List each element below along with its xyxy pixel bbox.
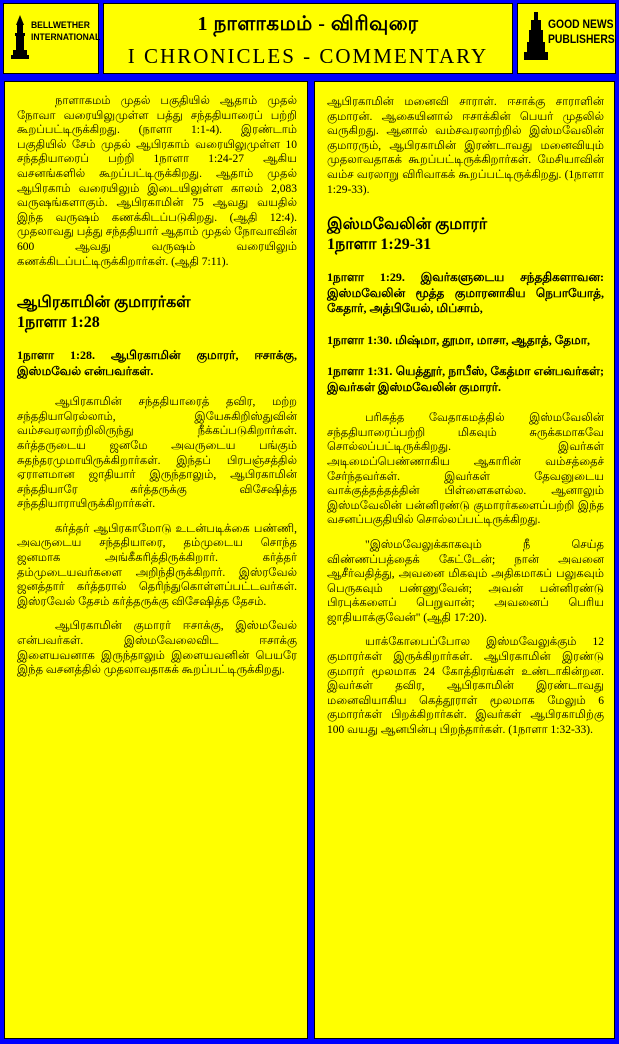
- page-header: [3, 3, 616, 74]
- page-title-tamil: 1 நாளாகமம் - விரிவுரை: [197, 13, 419, 35]
- left-column: [4, 81, 308, 1039]
- verse-1-31: 1நாளா 1:31. யெத்தூர், நாபீஸ், கேத்மா என்பவர்கள்; இவர்கள் இஸ்மவேலின் குமாரர்.: [327, 364, 604, 394]
- verse-1-30: 1நாளா 1:30. மிஷ்மா, தூமா, மாசா, ஆதாத், தேமா,: [327, 332, 590, 347]
- logo-left-line1: BELLWETHER: [31, 20, 90, 31]
- verse-1-28: 1நாளா 1:28. ஆபிரகாமின் குமாரர், ஈசாக்கு, இஸ்மவேல் என்பவர்கள்.: [17, 348, 297, 378]
- section-heading-abraham-sons: [17, 293, 297, 333]
- book-tower-icon: [524, 12, 548, 62]
- good-news-logo: [517, 3, 616, 74]
- commentary-paragraph: கர்த்தர் ஆபிரகாமோடு உடன்படிக்கை பண்ணி, அவருடைய சந்ததியாரை, தம்முடைய சொந்த ஜனமாக அங்கீகரித்திருக்கிறார். கர்த்தர் தம்முடையவர்களை அறிந்திருக்கிறார். இஸ்ரவேல் ஜனத்தார் கர்த்தரால் தெரிந்துகொள்ளப்பட்டவர்கள். இஸ்ரவேல் தேசம் கர்த்தருக்கு விசேஷித்த தேசம்.: [17, 522, 297, 608]
- good-news-logo-text: [548, 18, 615, 48]
- right-column: [314, 81, 615, 1039]
- commentary-paragraph: யாக்கோபைப்போல இஸ்மவேலுக்கும் 12 குமாரர்கள் இருக்கிறார்கள். ஆபிரகாமின் இரண்டு குமாரர் மூலமாக 24 கோத்திரங்கள் உண்டாகின்றன. இவர்கள் தவிர, ஆபிரகாமின் இரண்டாவது மனைவியாகிய கெத்தூராள் மூலமாக மேலும் 6 குமாரர்கள் பிறக்கிறார்கள். இவர்கள் ஆபிரகாமிற்கு 100 வயது ஆனபின்பு பிறந்தார்கள். (1நாளா 1:32-33).: [327, 636, 604, 737]
- commentary-paragraph: ஆபிரகாமின் சந்ததியாரைத் தவிர, மற்ற சந்ததியாரெல்லாம், இயேசுகிறிஸ்துவின் வம்சவரலாற்றிலிருந்து நீக்கப்படுகிறார்கள். கர்த்தருடைய ஜனமே அவருடைய பங்கும் சுதந்தரமுமாயிருக்கிறார்கள். இந்தப் பிரபஞ்சத்தில் ஏராளமான ஜாதியார் இருந்தாலும், ஆபிரகாமின் சந்ததியாரே கர்த்தருக்கு விசேஷித்த சந்ததியாராயிருக்கிறார்கள்.: [17, 396, 297, 511]
- logo-left-line2: INTERNATIONAL: [31, 32, 101, 43]
- logo-right-line1: GOOD NEWS: [548, 19, 614, 31]
- commentary-paragraph: பரிசுத்த வேதாகமத்தில் இஸ்மவேலின் சந்ததியாரைப்பற்றி மிகவும் சுருக்கமாகவே சொல்லப்பட்டிருக்கிறது. இவர்கள் அடிமைப்பெண்ணாகிய ஆகாரின் வம்சத்தைச் சேர்ந்தவர்கள். இவர்கள் தேவனுடைய வாக்குத்தத்தத்தின் பிள்ளைகளல்ல. ஆனாலும் இஸ்மவேலின் பன்னிரண்டு குமாரர்களைப்பற்றி இந்த வசனப்பகுதியில் சொல்லப்பட்டிருக்கிறது.: [327, 412, 604, 527]
- verse-1-29: 1நாளா 1:29. இவர்களுடைய சந்ததிகளாவன: இஸ்மவேலின் மூத்த குமாரனாகிய நெபாயோத், கேதார், அத்பியேல், மிப்சாம்,: [327, 270, 604, 316]
- bellwether-logo-text: [31, 20, 100, 44]
- section-heading-title: ஆபிரகாமின் குமாரர்கள்: [17, 294, 191, 312]
- section-heading-reference: 1நாளா 1:28: [17, 314, 100, 332]
- logo-right-line2: PUBLISHERS: [548, 34, 615, 46]
- commentary-paragraph: ஆபிரகாமின் மனைவி சாராள். ஈசாக்கு சாராளின் குமாரன். ஆகையினால் ஈசாக்கின் பெயர் முதலில் வருகிறது. ஆனால் வம்சவரலாற்றில் இஸ்மவேலின் குமாரரும், ஆபிரகாமின் இரண்டாவது மனைவியும் முதலாவதாகக் கூறப்பட்டிருக்கிறார்கள். மேசியாவின் வம்ச வரலாறு விரிவாகக் கூறப்பட்டிருக்கிறது. (1நாளா 1:29-33).: [327, 96, 604, 196]
- section-heading-reference: 1நாளா 1:29-31: [327, 236, 432, 254]
- commentary-paragraph: ஆபிரகாமின் குமாரர் ஈசாக்கு, இஸ்மவேல் என்பவர்கள். இஸ்மவேலைவிட ஈசாக்கு இளையவனாக இருந்தாலும் இளையவனின் பெயரே இந்த வசனத்தில் முதலாவதாகக் கூறப்பட்டிருக்கிறது.: [17, 620, 297, 677]
- section-heading-ishmael-sons: [327, 215, 604, 255]
- bell-tower-icon: [10, 15, 30, 61]
- bellwether-logo: [3, 3, 99, 74]
- page-title-english: I CHRONICLES - COMMENTARY: [127, 44, 489, 68]
- scripture-quote: "இஸ்மவேலுக்காகவும் நீ செய்த விண்ணப்பத்தைக் கேட்டேன்; நான் அவனை ஆசீர்வதித்து, அவனை மிகவும் அதிகமாகப் பலுகவும் பெருகவும் பண்ணுவேன்; அவன் பன்னிரண்டு பிரபுக்களைப் பெறுவான்; அவனைப் பெரிய ஜாதியாக்குவேன்" (ஆதி 17:20).: [327, 538, 604, 624]
- section-heading-title: இஸ்மவேலின் குமாரர்: [327, 216, 488, 234]
- intro-paragraph: நாளாகமம் முதல் பகுதியில் ஆதாம் முதல் நோவா வரையிலுமுள்ள பத்து சந்ததியாரைப் பற்றி கூறப்பட்டிருக்கிறது. (நாளா 1:1-4). இரண்டாம் பகுதியில் சேம் முதல் ஆபிரகாம் வரையிலுமுள்ள 10 சந்ததியாரைப் பற்றி 1நாளா 1:24-27 ஆகிய வசனங்களில் கூறப்பட்டிருக்கிறது. ஆதாம் முதல் ஆபிரகாம் வரையிலும் இடையிலுள்ள காலம் 2,083 வருஷங்களாகும். ஆபிரகாமின் 75 ஆவது வயதில் இந்த வருஷம் கணக்கிடப்படுகிறது. (ஆதி 12:4). முதலாவது பத்து சந்ததியார் ஆதாம் முதல் நோவாவின் 600 ஆவது வருஷம் வரையிலும் கணக்கிடப்பட்டிருக்கிறார்கள். (ஆதி 7:11).: [17, 95, 297, 268]
- title-box: [103, 3, 513, 74]
